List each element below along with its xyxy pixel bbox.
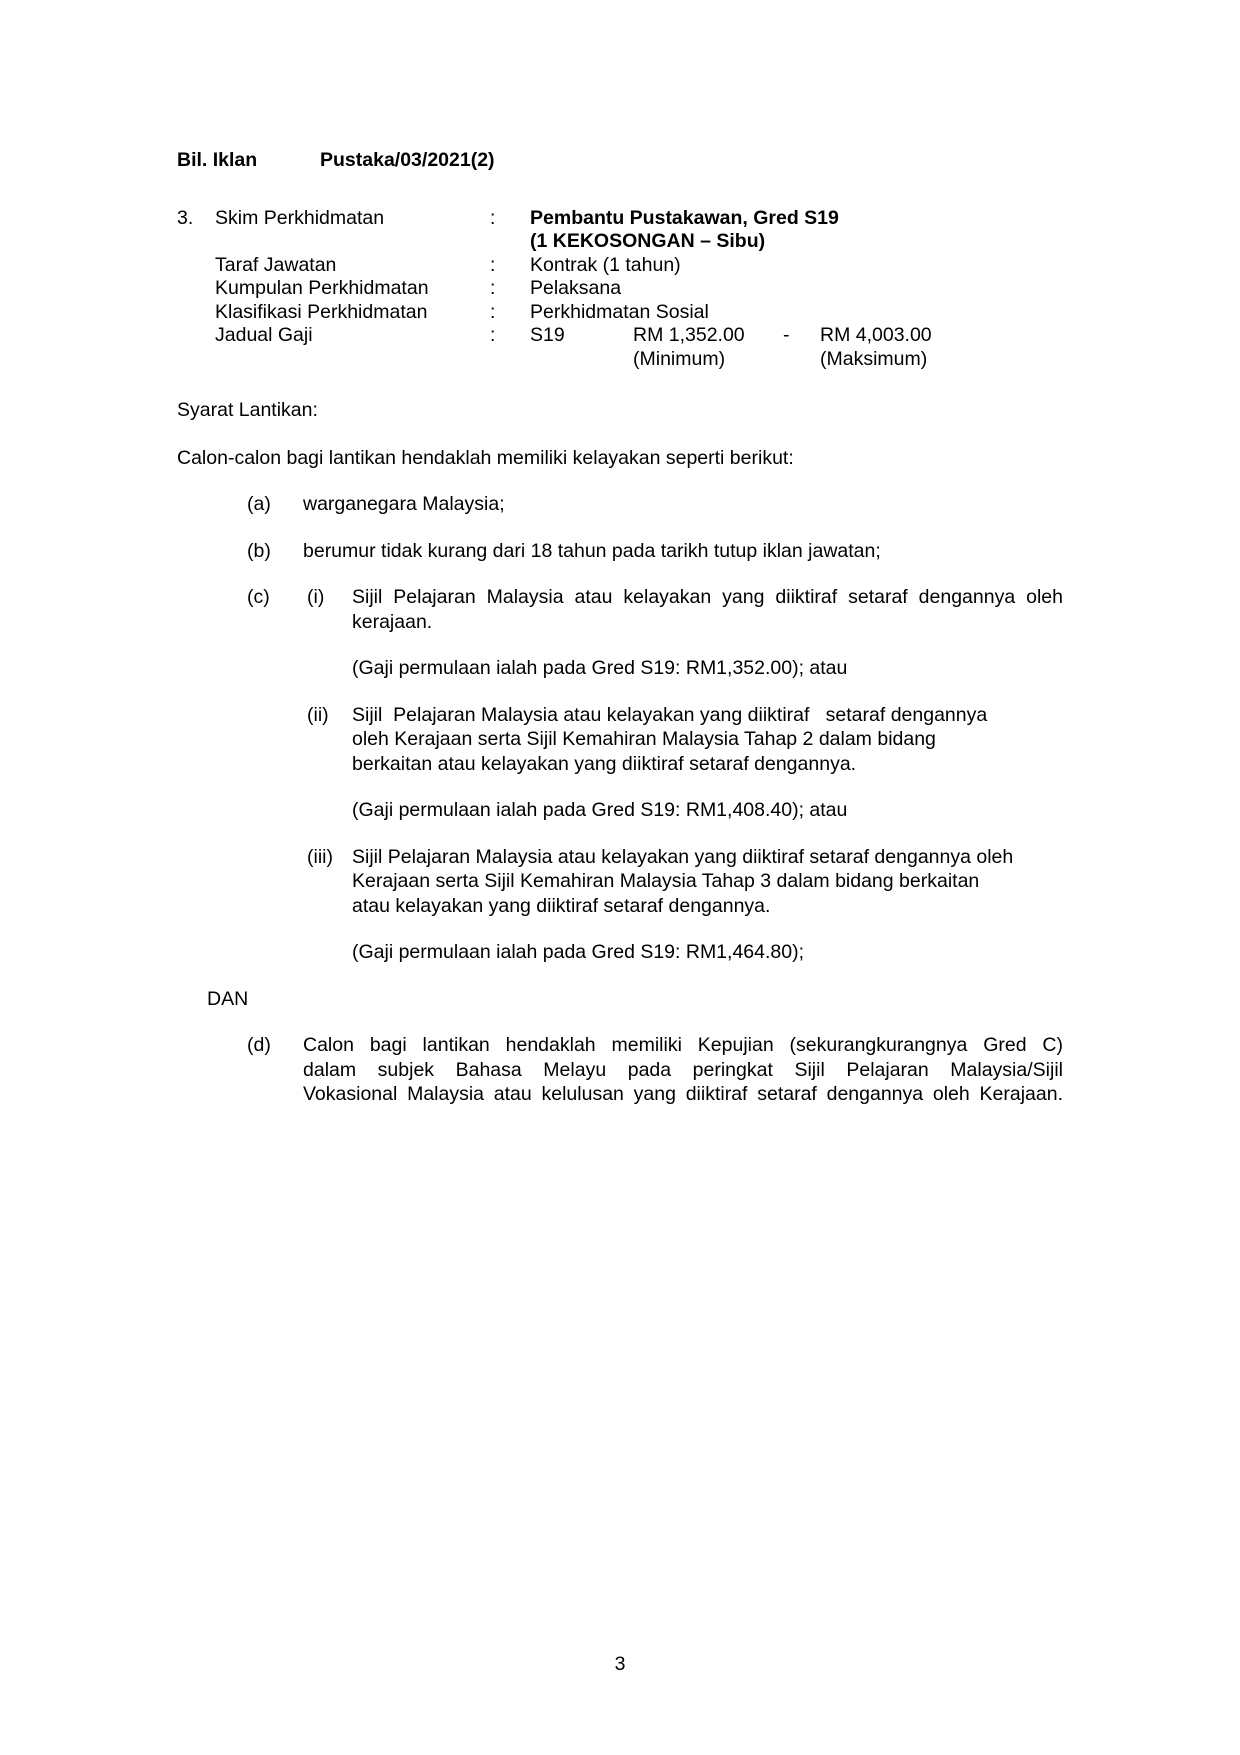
scheme-table — [177, 207, 1063, 372]
item-text: berumur tidak kurang dari 18 tahun pada tarikh tutup iklan jawatan; — [303, 539, 881, 562]
condition-item-b — [177, 539, 1063, 564]
salary-max: RM 4,003.00 — [820, 324, 932, 346]
row-label: Jadual Gaji — [215, 324, 313, 346]
advert-number-label: Bil. Iklan — [177, 149, 258, 171]
salary-grade: S19 — [530, 324, 565, 346]
subitem-c-iii — [307, 845, 1063, 919]
starting-salary-note-ii: (Gaji permulaan ialah pada Gred S19: RM1,408.40); atau — [352, 799, 848, 821]
subitem-text: Sijil Pelajaran Malaysia atau kelayakan yang diiktiraf setaraf dengannya oleh Kerajaan serta Sijil Kemahiran Malaysia Tahap 3 dalam bidang berkaitan atau kelayakan yang diiktiraf setaraf dengannya. — [352, 845, 1014, 917]
advert-header — [177, 148, 1063, 173]
syarat-lantikan-heading: Syarat Lantikan: — [177, 399, 318, 421]
row-value: Pelaksana — [530, 277, 622, 299]
salary-range-row — [530, 324, 1063, 348]
scheme-row-kumpulan — [177, 277, 1063, 301]
row-value: Kontrak (1 tahun) — [530, 253, 681, 276]
item-marker: (a) — [247, 493, 271, 515]
subitem-marker: (ii) — [307, 703, 329, 726]
condition-item-c — [177, 585, 1063, 965]
row-value: Perkhidmatan Sosial — [530, 300, 709, 323]
item-marker: (d) — [247, 1034, 271, 1056]
item-number: 3. — [177, 206, 194, 229]
condition-item-a — [177, 492, 1063, 517]
scheme-row-klasifikasi — [177, 301, 1063, 325]
row-value — [530, 324, 1063, 371]
scheme-row-taraf — [177, 254, 1063, 278]
row-colon: : — [490, 277, 496, 299]
row-label: Kumpulan Perkhidmatan — [215, 277, 429, 299]
subitem-text: Sijil Pelajaran Malaysia atau kelayakan yang diiktiraf setaraf dengannya oleh Kerajaan serta Sijil Kemahiran Malaysia Tahap 2 dalam bidang berkaitan atau kelayakan yang diiktiraf setaraf dengannya. — [352, 703, 988, 775]
page-number: 3 — [614, 1653, 626, 1675]
row-value — [530, 207, 1063, 254]
scheme-row-skim — [177, 207, 1063, 254]
syarat-intro: Calon-calon bagi lantikan hendaklah memiliki kelayakan seperti berikut: — [177, 446, 794, 469]
subitem-marker: (iii) — [307, 845, 333, 868]
row-colon: : — [490, 324, 496, 346]
salary-dash: - — [783, 324, 790, 346]
scheme-row-jadual-gaji — [177, 324, 1063, 371]
row-colon: : — [490, 300, 496, 323]
row-colon: : — [490, 253, 496, 276]
row-label: Skim Perkhidmatan — [215, 206, 385, 229]
subitem-marker: (i) — [307, 586, 325, 608]
salary-min: RM 1,352.00 — [633, 324, 745, 346]
vacancy-location: (1 KEKOSONGAN – Sibu) — [530, 230, 766, 252]
item-marker: (b) — [247, 539, 271, 562]
subitem-c-ii — [307, 703, 1063, 777]
salary-min-caption: (Minimum) — [633, 347, 726, 370]
starting-salary-note-iii: (Gaji permulaan ialah pada Gred S19: RM1,464.80); — [352, 941, 805, 963]
condition-item-d — [177, 1033, 1063, 1107]
advert-number-value: Pustaka/03/2021(2) — [320, 149, 495, 171]
subitem-c-i — [307, 585, 1063, 634]
salary-max-caption: (Maksimum) — [820, 347, 928, 370]
subitem-text: Sijil Pelajaran Malaysia atau kelayakan yang diiktiraf setaraf dengannya oleh kerajaan. — [352, 586, 1063, 633]
starting-salary-note-i: (Gaji permulaan ialah pada Gred S19: RM1,352.00); atau — [352, 657, 848, 679]
salary-caption-row — [530, 348, 1063, 372]
position-title: Pembantu Pustakawan, Gred S19 — [530, 206, 839, 229]
row-label: Klasifikasi Perkhidmatan — [215, 300, 428, 323]
item-marker: (c) — [247, 586, 270, 608]
row-colon: : — [490, 206, 496, 229]
row-label: Taraf Jawatan — [215, 253, 337, 276]
item-text: warganegara Malaysia; — [303, 493, 505, 515]
dan-connector: DAN — [207, 987, 249, 1010]
item-text: Calon bagi lantikan hendaklah memiliki Kepujian (sekurangkurangnya Gred C) dalam subjek Bahasa Melayu pada peringkat Sijil Pelajaran Malaysia/Sijil Vokasional Malaysia atau kelulusan yang diiktiraf setaraf dengannya oleh Kerajaan. — [303, 1034, 1063, 1105]
